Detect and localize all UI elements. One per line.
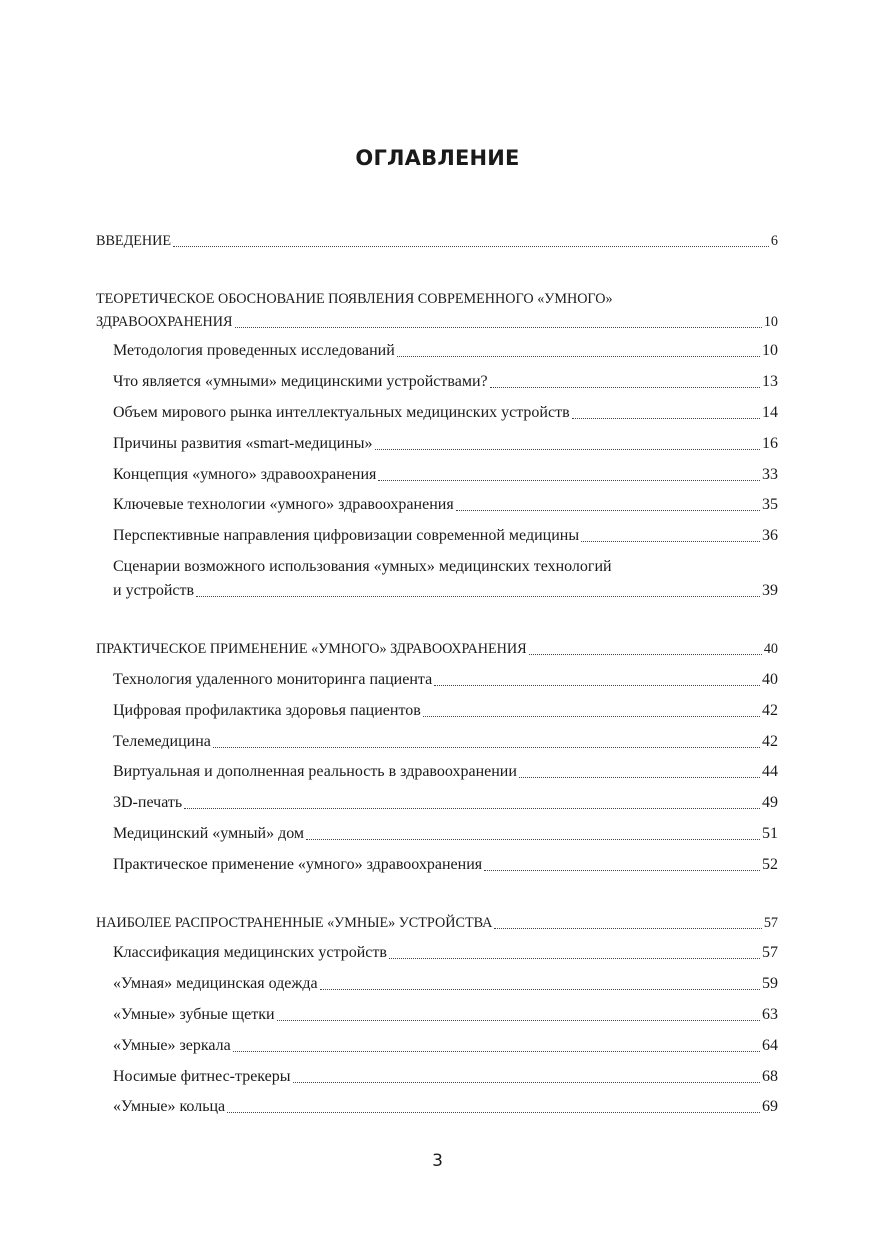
toc-entry[interactable] — [113, 1097, 778, 1117]
toc-entry[interactable] — [113, 465, 778, 485]
dot-leader — [277, 1020, 760, 1021]
dot-leader — [494, 928, 761, 929]
toc-entry-page: 49 — [762, 794, 778, 811]
toc-entry[interactable] — [113, 943, 778, 963]
toc-entry-page: 63 — [762, 1006, 778, 1023]
dot-leader — [581, 541, 760, 542]
toc-entry-page: 35 — [762, 496, 778, 513]
toc-entry-title: Методология проведенных исследований — [113, 342, 395, 359]
dot-leader — [434, 685, 760, 686]
dot-leader — [213, 747, 760, 748]
toc-entry-title: «Умные» кольца — [113, 1098, 226, 1115]
toc-chapter-1[interactable] — [96, 312, 778, 332]
toc-entry-title: Что является «умными» медицинскими устройствами? — [113, 373, 488, 390]
toc-entry-title: Причины развития «smart-медицины» — [113, 435, 373, 452]
toc-entry-title: Телемедицина — [113, 733, 211, 750]
toc-entry[interactable] — [113, 403, 778, 423]
toc-entry-title: Технология удаленного мониторинга пациента — [113, 671, 433, 688]
toc-entry[interactable] — [113, 701, 778, 721]
toc-entry-page: 14 — [762, 404, 778, 421]
toc-entry-title: «Умные» зеркала — [113, 1037, 231, 1054]
toc-entry[interactable] — [113, 974, 778, 994]
toc-entry-page: 57 — [762, 944, 778, 961]
page-title: ОГЛАВЛЕНИЕ — [355, 146, 520, 170]
toc-entry-title: Ключевые технологии «умного» здравоохранения — [113, 496, 454, 513]
toc-entry-page: 16 — [762, 435, 778, 452]
dot-leader — [519, 777, 760, 778]
toc-entry-title: Объем мирового рынка интеллектуальных медицинских устройств — [113, 404, 570, 421]
dot-leader — [306, 839, 760, 840]
toc-entry[interactable] — [113, 732, 778, 752]
toc-entry-page: 10 — [763, 314, 778, 330]
dot-leader — [320, 989, 760, 990]
toc-entry-page: 69 — [762, 1098, 778, 1115]
toc-entry[interactable] — [113, 581, 778, 601]
toc-entry-title: и устройств — [113, 582, 195, 599]
toc-entry[interactable] — [113, 1067, 778, 1087]
toc-chapter-3[interactable] — [96, 913, 778, 933]
toc-entry-title: 3D-печать — [113, 794, 183, 811]
toc-entry-page: 59 — [762, 975, 778, 992]
toc-entry[interactable] — [113, 793, 778, 813]
toc-entry-title: «Умная» медицинская одежда — [113, 975, 318, 992]
dot-leader — [529, 654, 762, 655]
dot-leader — [235, 327, 762, 328]
toc-entry-line1[interactable]: Сценарии возможного использования «умных» медицинских технологий — [113, 558, 612, 575]
toc-entry-title: Практическое применение «умного» здравоохранения — [113, 856, 483, 873]
toc-entry-page: 42 — [762, 733, 778, 750]
toc-entry-title: Носимые фитнес-трекеры — [113, 1068, 291, 1085]
toc-entry-intro[interactable] — [96, 231, 778, 251]
toc-entry-title: ПРАКТИЧЕСКОЕ ПРИМЕНЕНИЕ «УМНОГО» ЗДРАВООХРАНЕНИЯ — [96, 641, 527, 657]
toc-entry-page: 64 — [762, 1037, 778, 1054]
toc-entry-page: 36 — [762, 527, 778, 544]
toc-entry[interactable] — [113, 372, 778, 392]
toc-entry[interactable] — [113, 855, 778, 875]
toc-entry-title: Перспективные направления цифровизации современной медицины — [113, 527, 580, 544]
toc-entry-page: 52 — [762, 856, 778, 873]
toc-entry-page: 10 — [762, 342, 778, 359]
dot-leader — [572, 418, 760, 419]
dot-leader — [378, 480, 760, 481]
toc-entry[interactable] — [113, 495, 778, 515]
dot-leader — [389, 958, 760, 959]
dot-leader — [293, 1082, 760, 1083]
toc-chapter-2[interactable] — [96, 639, 778, 659]
toc-entry-page: 39 — [762, 582, 778, 599]
toc-entry-title: «Умные» зубные щетки — [113, 1006, 275, 1023]
toc-entry-page: 68 — [762, 1068, 778, 1085]
toc-entry-page: 51 — [762, 825, 778, 842]
toc-entry[interactable] — [113, 824, 778, 844]
toc-entry[interactable] — [113, 434, 778, 454]
toc-entry-title: ЗДРАВООХРАНЕНИЯ — [96, 314, 233, 330]
toc-entry-page: 40 — [763, 641, 778, 657]
toc-entry[interactable] — [113, 1005, 778, 1025]
dot-leader — [397, 356, 760, 357]
toc-entry[interactable] — [113, 762, 778, 782]
dot-leader — [423, 716, 760, 717]
toc-chapter-1-line1[interactable]: ТЕОРЕТИЧЕСКОЕ ОБОСНОВАНИЕ ПОЯВЛЕНИЯ СОВРЕМЕННОГО «УМНОГО» — [96, 291, 613, 307]
dot-leader — [196, 596, 760, 597]
toc-entry-title: НАИБОЛЕЕ РАСПРОСТРАНЕННЫЕ «УМНЫЕ» УСТРОЙСТВА — [96, 915, 493, 931]
dot-leader — [227, 1112, 760, 1113]
dot-leader — [233, 1051, 760, 1052]
toc-entry-page: 13 — [762, 373, 778, 390]
toc-entry-page: 42 — [762, 702, 778, 719]
dot-leader — [456, 510, 760, 511]
toc-entry-page: 57 — [763, 915, 778, 931]
toc-entry[interactable] — [113, 1036, 778, 1056]
page-number: 3 — [432, 1151, 443, 1171]
toc-entry-page: 40 — [762, 671, 778, 688]
toc-entry-title: Медицинский «умный» дом — [113, 825, 305, 842]
toc-entry-title: Виртуальная и дополненная реальность в здравоохранении — [113, 763, 517, 780]
dot-leader — [184, 808, 760, 809]
toc-entry-title: Классификация медицинских устройств — [113, 944, 387, 961]
dot-leader — [484, 870, 760, 871]
dot-leader — [375, 449, 760, 450]
dot-leader — [173, 246, 769, 247]
toc-entry-page: 6 — [770, 233, 778, 249]
toc-entry-page: 44 — [762, 763, 778, 780]
toc-entry-title: Концепция «умного» здравоохранения — [113, 466, 377, 483]
toc-entry-page: 33 — [762, 466, 778, 483]
toc-entry[interactable] — [113, 526, 778, 546]
toc-entry[interactable] — [113, 670, 778, 690]
toc-entry[interactable] — [113, 341, 778, 361]
dot-leader — [490, 387, 760, 388]
toc-entry-title: Цифровая профилактика здоровья пациентов — [113, 702, 421, 719]
toc-entry-title: ВВЕДЕНИЕ — [96, 233, 172, 249]
